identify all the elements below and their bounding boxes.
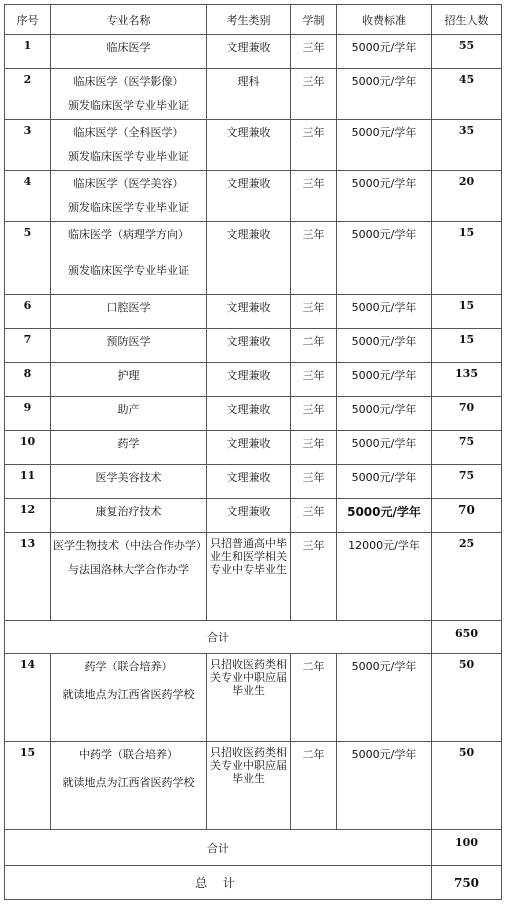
- subtotal-label: 合计: [5, 830, 432, 866]
- row-index: 15: [5, 742, 51, 830]
- row-name: [51, 171, 207, 222]
- row-duration: 三年: [291, 465, 337, 499]
- row-fee: 5000元/学年: [337, 329, 432, 363]
- row-name: [51, 533, 207, 621]
- major-name: 医学生物技术（中法合作办学）: [53, 539, 207, 552]
- major-note: 颁发临床医学专业毕业证: [68, 99, 189, 112]
- row-category: 文理兼收: [207, 397, 291, 431]
- row-index: 8: [5, 363, 51, 397]
- table-row: [5, 397, 502, 431]
- row-category: 文理兼收: [207, 363, 291, 397]
- row-category: 只招收医药类相关专业中职应届毕业生: [207, 654, 291, 742]
- row-category: 文理兼收: [207, 120, 291, 171]
- major-name: 临床医学（医学影像）: [73, 75, 184, 88]
- subtotal-row: [5, 830, 502, 866]
- row-quota: 135: [432, 363, 502, 397]
- row-category: 文理兼收: [207, 329, 291, 363]
- total-row: [5, 866, 502, 900]
- row-duration: 三年: [291, 295, 337, 329]
- row-index: 13: [5, 533, 51, 621]
- row-category: 只招收医药类相关专业中职应届毕业生: [207, 742, 291, 830]
- row-category: 文理兼收: [207, 35, 291, 69]
- header-row: [5, 5, 502, 35]
- subtotal-label: 合计: [5, 621, 432, 654]
- row-name: [51, 499, 207, 533]
- total-quota: 750: [432, 866, 502, 900]
- row-quota: 75: [432, 431, 502, 465]
- header-duration: 学制: [291, 5, 337, 35]
- row-quota: 50: [432, 742, 502, 830]
- table-row: [5, 465, 502, 499]
- row-quota: 15: [432, 295, 502, 329]
- row-duration: 二年: [291, 329, 337, 363]
- row-name: [51, 654, 207, 742]
- row-category: 文理兼收: [207, 465, 291, 499]
- row-index: 14: [5, 654, 51, 742]
- row-fee: 5000元/学年: [337, 69, 432, 120]
- subtotal-quota: 650: [432, 621, 502, 654]
- row-quota: 20: [432, 171, 502, 222]
- row-fee: 5000元/学年: [337, 35, 432, 69]
- row-duration: 三年: [291, 35, 337, 69]
- major-name: 康复治疗技术: [95, 505, 162, 518]
- row-index: 9: [5, 397, 51, 431]
- row-fee: 12000元/学年: [337, 533, 432, 621]
- subtotal-row: [5, 621, 502, 654]
- row-fee: 5000元/学年: [337, 654, 432, 742]
- row-index: 4: [5, 171, 51, 222]
- row-index: 3: [5, 120, 51, 171]
- row-fee: 5000元/学年: [337, 363, 432, 397]
- major-note: 颁发临床医学专业毕业证: [68, 150, 189, 163]
- row-fee: 5000元/学年: [337, 397, 432, 431]
- row-index: 2: [5, 69, 51, 120]
- row-fee: 5000元/学年: [337, 120, 432, 171]
- table-row: [5, 654, 502, 742]
- row-duration: 二年: [291, 654, 337, 742]
- major-name: 预防医学: [106, 335, 151, 348]
- table-row: [5, 295, 502, 329]
- row-index: 12: [5, 499, 51, 533]
- header-category: 考生类别: [207, 5, 291, 35]
- table-row: [5, 222, 502, 295]
- major-note: 就读地点为江西省医药学校: [62, 688, 195, 701]
- row-category: 文理兼收: [207, 431, 291, 465]
- major-note: 颁发临床医学专业毕业证: [68, 264, 189, 277]
- subtotal-quota: 100: [432, 830, 502, 866]
- major-note: 与法国洛林大学合作办学: [68, 563, 189, 576]
- row-category: 文理兼收: [207, 222, 291, 295]
- row-fee: 5000元/学年: [337, 499, 432, 533]
- row-quota: 15: [432, 222, 502, 295]
- row-duration: 三年: [291, 222, 337, 295]
- table-row: [5, 35, 502, 69]
- row-index: 6: [5, 295, 51, 329]
- row-name: [51, 120, 207, 171]
- row-category: 文理兼收: [207, 499, 291, 533]
- row-fee: 5000元/学年: [337, 171, 432, 222]
- row-name: [51, 465, 207, 499]
- row-name: [51, 222, 207, 295]
- header-quota: 招生人数: [432, 5, 502, 35]
- row-fee: 5000元/学年: [337, 465, 432, 499]
- row-quota: 45: [432, 69, 502, 120]
- row-duration: 三年: [291, 397, 337, 431]
- header-name: 专业名称: [51, 5, 207, 35]
- row-fee: 5000元/学年: [337, 222, 432, 295]
- row-name: [51, 69, 207, 120]
- major-note: 就读地点为江西省医药学校: [62, 776, 195, 789]
- header-index: 序号: [5, 5, 51, 35]
- row-category: 文理兼收: [207, 171, 291, 222]
- row-index: 10: [5, 431, 51, 465]
- major-name: 临床医学（医学美容）: [73, 177, 184, 190]
- row-duration: 二年: [291, 742, 337, 830]
- row-name: [51, 363, 207, 397]
- table-row: [5, 329, 502, 363]
- row-quota: 70: [432, 499, 502, 533]
- row-name: [51, 742, 207, 830]
- row-index: 1: [5, 35, 51, 69]
- row-name: [51, 35, 207, 69]
- row-quota: 25: [432, 533, 502, 621]
- row-quota: 15: [432, 329, 502, 363]
- row-quota: 75: [432, 465, 502, 499]
- row-name: [51, 397, 207, 431]
- major-name: 中药学（联合培养）: [79, 748, 178, 761]
- table-row: [5, 120, 502, 171]
- major-name: 助产: [117, 403, 140, 416]
- row-index: 5: [5, 222, 51, 295]
- table-row: [5, 533, 502, 621]
- major-name: 临床医学: [106, 41, 151, 54]
- major-name: 药学（联合培养）: [84, 660, 173, 673]
- row-quota: 50: [432, 654, 502, 742]
- major-name: 临床医学（全科医学）: [73, 126, 184, 139]
- major-name: 护理: [117, 369, 140, 382]
- row-duration: 三年: [291, 431, 337, 465]
- row-index: 11: [5, 465, 51, 499]
- table-row: [5, 431, 502, 465]
- row-fee: 5000元/学年: [337, 742, 432, 830]
- row-duration: 三年: [291, 499, 337, 533]
- row-duration: 三年: [291, 69, 337, 120]
- row-duration: 三年: [291, 171, 337, 222]
- row-name: [51, 329, 207, 363]
- major-name: 临床医学（病理学方向）: [68, 228, 189, 241]
- table-row: [5, 69, 502, 120]
- row-quota: 70: [432, 397, 502, 431]
- total-label: 总 计: [5, 866, 432, 900]
- major-note: 颁发临床医学专业毕业证: [68, 201, 189, 214]
- row-duration: 三年: [291, 533, 337, 621]
- row-category: 文理兼收: [207, 295, 291, 329]
- row-name: [51, 295, 207, 329]
- row-name: [51, 431, 207, 465]
- row-quota: 35: [432, 120, 502, 171]
- row-fee: 5000元/学年: [337, 431, 432, 465]
- row-category: 理科: [207, 69, 291, 120]
- enrollment-table: [4, 4, 502, 900]
- major-name: 口腔医学: [106, 301, 151, 314]
- row-fee: 5000元/学年: [337, 295, 432, 329]
- table-row: [5, 171, 502, 222]
- major-name: 医学美容技术: [95, 471, 162, 484]
- row-index: 7: [5, 329, 51, 363]
- table-row: [5, 742, 502, 830]
- table-row: [5, 363, 502, 397]
- header-fee: 收费标准: [337, 5, 432, 35]
- major-name: 药学: [117, 437, 140, 450]
- row-category: 只招普通高中毕业生和医学相关专业中专毕业生: [207, 533, 291, 621]
- table-row: [5, 499, 502, 533]
- row-duration: 三年: [291, 363, 337, 397]
- row-quota: 55: [432, 35, 502, 69]
- row-duration: 三年: [291, 120, 337, 171]
